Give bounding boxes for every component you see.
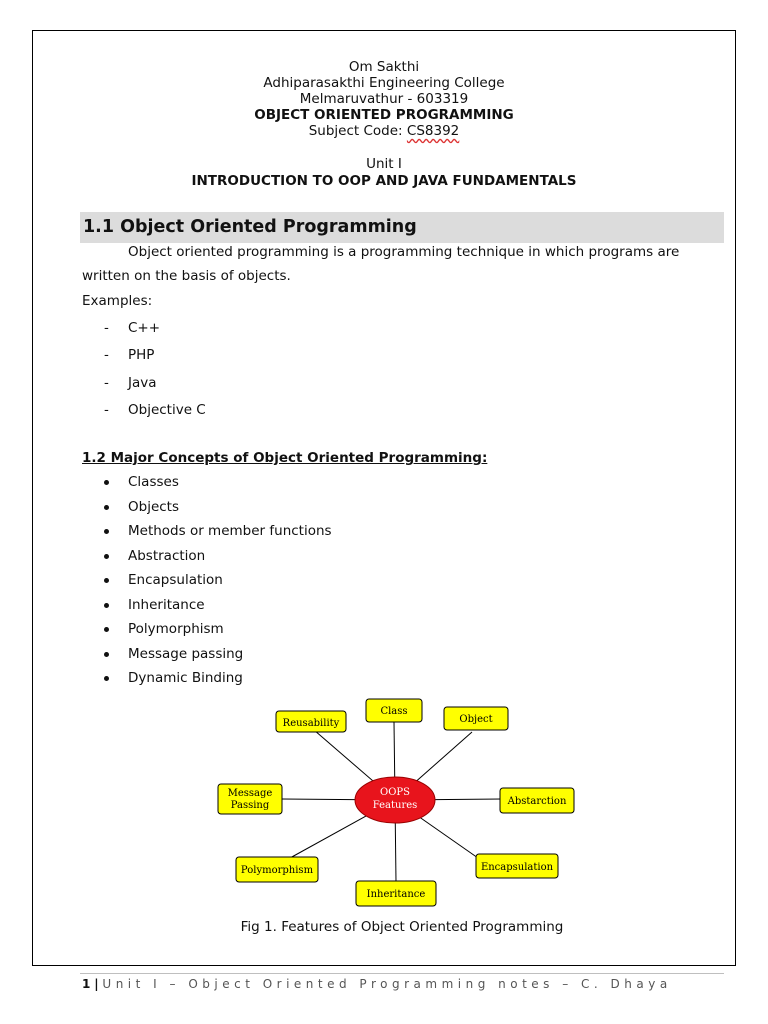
header-line-1: Om Sakthi bbox=[348, 59, 420, 75]
unit-label: Unit I bbox=[366, 156, 402, 172]
concept-item: Message passing bbox=[128, 646, 244, 662]
section-1-paragraph-line-2: written on the basis of objects. bbox=[82, 268, 291, 284]
concept-item: Dynamic Binding bbox=[128, 670, 243, 686]
encapsulation-label: Encapsulation bbox=[480, 862, 554, 873]
passing-label: Passing bbox=[230, 800, 270, 811]
college-name: Adhiparasakthi Engineering College bbox=[263, 75, 505, 91]
concept-item: Polymorphism bbox=[128, 621, 224, 637]
concept-item: Inheritance bbox=[128, 597, 205, 613]
bullet-marker bbox=[104, 627, 109, 632]
concept-item: Abstraction bbox=[128, 548, 206, 564]
polymorphism-label: Polymorphism bbox=[240, 865, 314, 876]
concept-item: Methods or member functions bbox=[128, 523, 332, 539]
example-item: Java bbox=[128, 375, 157, 391]
examples-label: Examples: bbox=[82, 293, 153, 309]
footer-divider bbox=[80, 973, 724, 974]
example-item: C++ bbox=[128, 320, 161, 336]
bullet-marker bbox=[104, 578, 109, 583]
unit-title: INTRODUCTION TO OOP AND JAVA FUNDAMENTALS bbox=[191, 173, 577, 189]
subject-code-value: CS8392 bbox=[406, 123, 460, 139]
dash-marker: - bbox=[104, 347, 109, 363]
subject-code bbox=[0, 123, 768, 139]
bullet-marker bbox=[104, 480, 109, 485]
object-label: Object bbox=[459, 714, 493, 725]
footer-text: Unit I – Object Oriented Programming notes – C. Dhaya bbox=[102, 977, 672, 991]
bullet-marker bbox=[104, 652, 109, 657]
bullet-marker bbox=[104, 554, 109, 559]
concept-item: Objects bbox=[128, 499, 180, 515]
bullet-marker bbox=[104, 505, 109, 510]
section-2-heading: 1.2 Major Concepts of Object Oriented Programming: bbox=[82, 450, 488, 466]
college-location: Melmaruvathur - 603319 bbox=[299, 91, 469, 107]
example-item: Objective C bbox=[128, 402, 206, 418]
class-label: Class bbox=[380, 706, 408, 717]
subject-code-label: Subject Code: bbox=[308, 123, 407, 139]
concept-item: Encapsulation bbox=[128, 572, 223, 588]
oop-features-diagram bbox=[210, 692, 590, 912]
abstraction-label: Abstarction bbox=[507, 796, 567, 807]
section-1-heading: 1.1 Object Oriented Programming bbox=[80, 212, 724, 243]
center-label-line-1: OOPS bbox=[380, 787, 410, 798]
reusability-label: Reusability bbox=[282, 718, 340, 729]
dash-marker: - bbox=[104, 320, 109, 336]
page-footer bbox=[82, 976, 672, 992]
message-label: Message bbox=[227, 788, 273, 799]
center-label-line-2: Features bbox=[372, 800, 418, 811]
dash-marker: - bbox=[104, 375, 109, 391]
page-number: 1 bbox=[82, 977, 91, 991]
footer-separator: | bbox=[94, 977, 99, 991]
course-title: OBJECT ORIENTED PROGRAMMING bbox=[254, 107, 514, 123]
bullet-marker bbox=[104, 603, 109, 608]
example-item: PHP bbox=[128, 347, 155, 363]
figure-caption: Fig 1. Features of Object Oriented Programming bbox=[240, 919, 564, 935]
concept-item: Classes bbox=[128, 474, 179, 490]
section-1-paragraph-line-1: Object oriented programming is a programming technique in which programs are bbox=[128, 244, 680, 260]
dash-marker: - bbox=[104, 402, 109, 418]
bullet-marker bbox=[104, 676, 109, 681]
bullet-marker bbox=[104, 529, 109, 534]
inheritance-label: Inheritance bbox=[366, 889, 426, 900]
